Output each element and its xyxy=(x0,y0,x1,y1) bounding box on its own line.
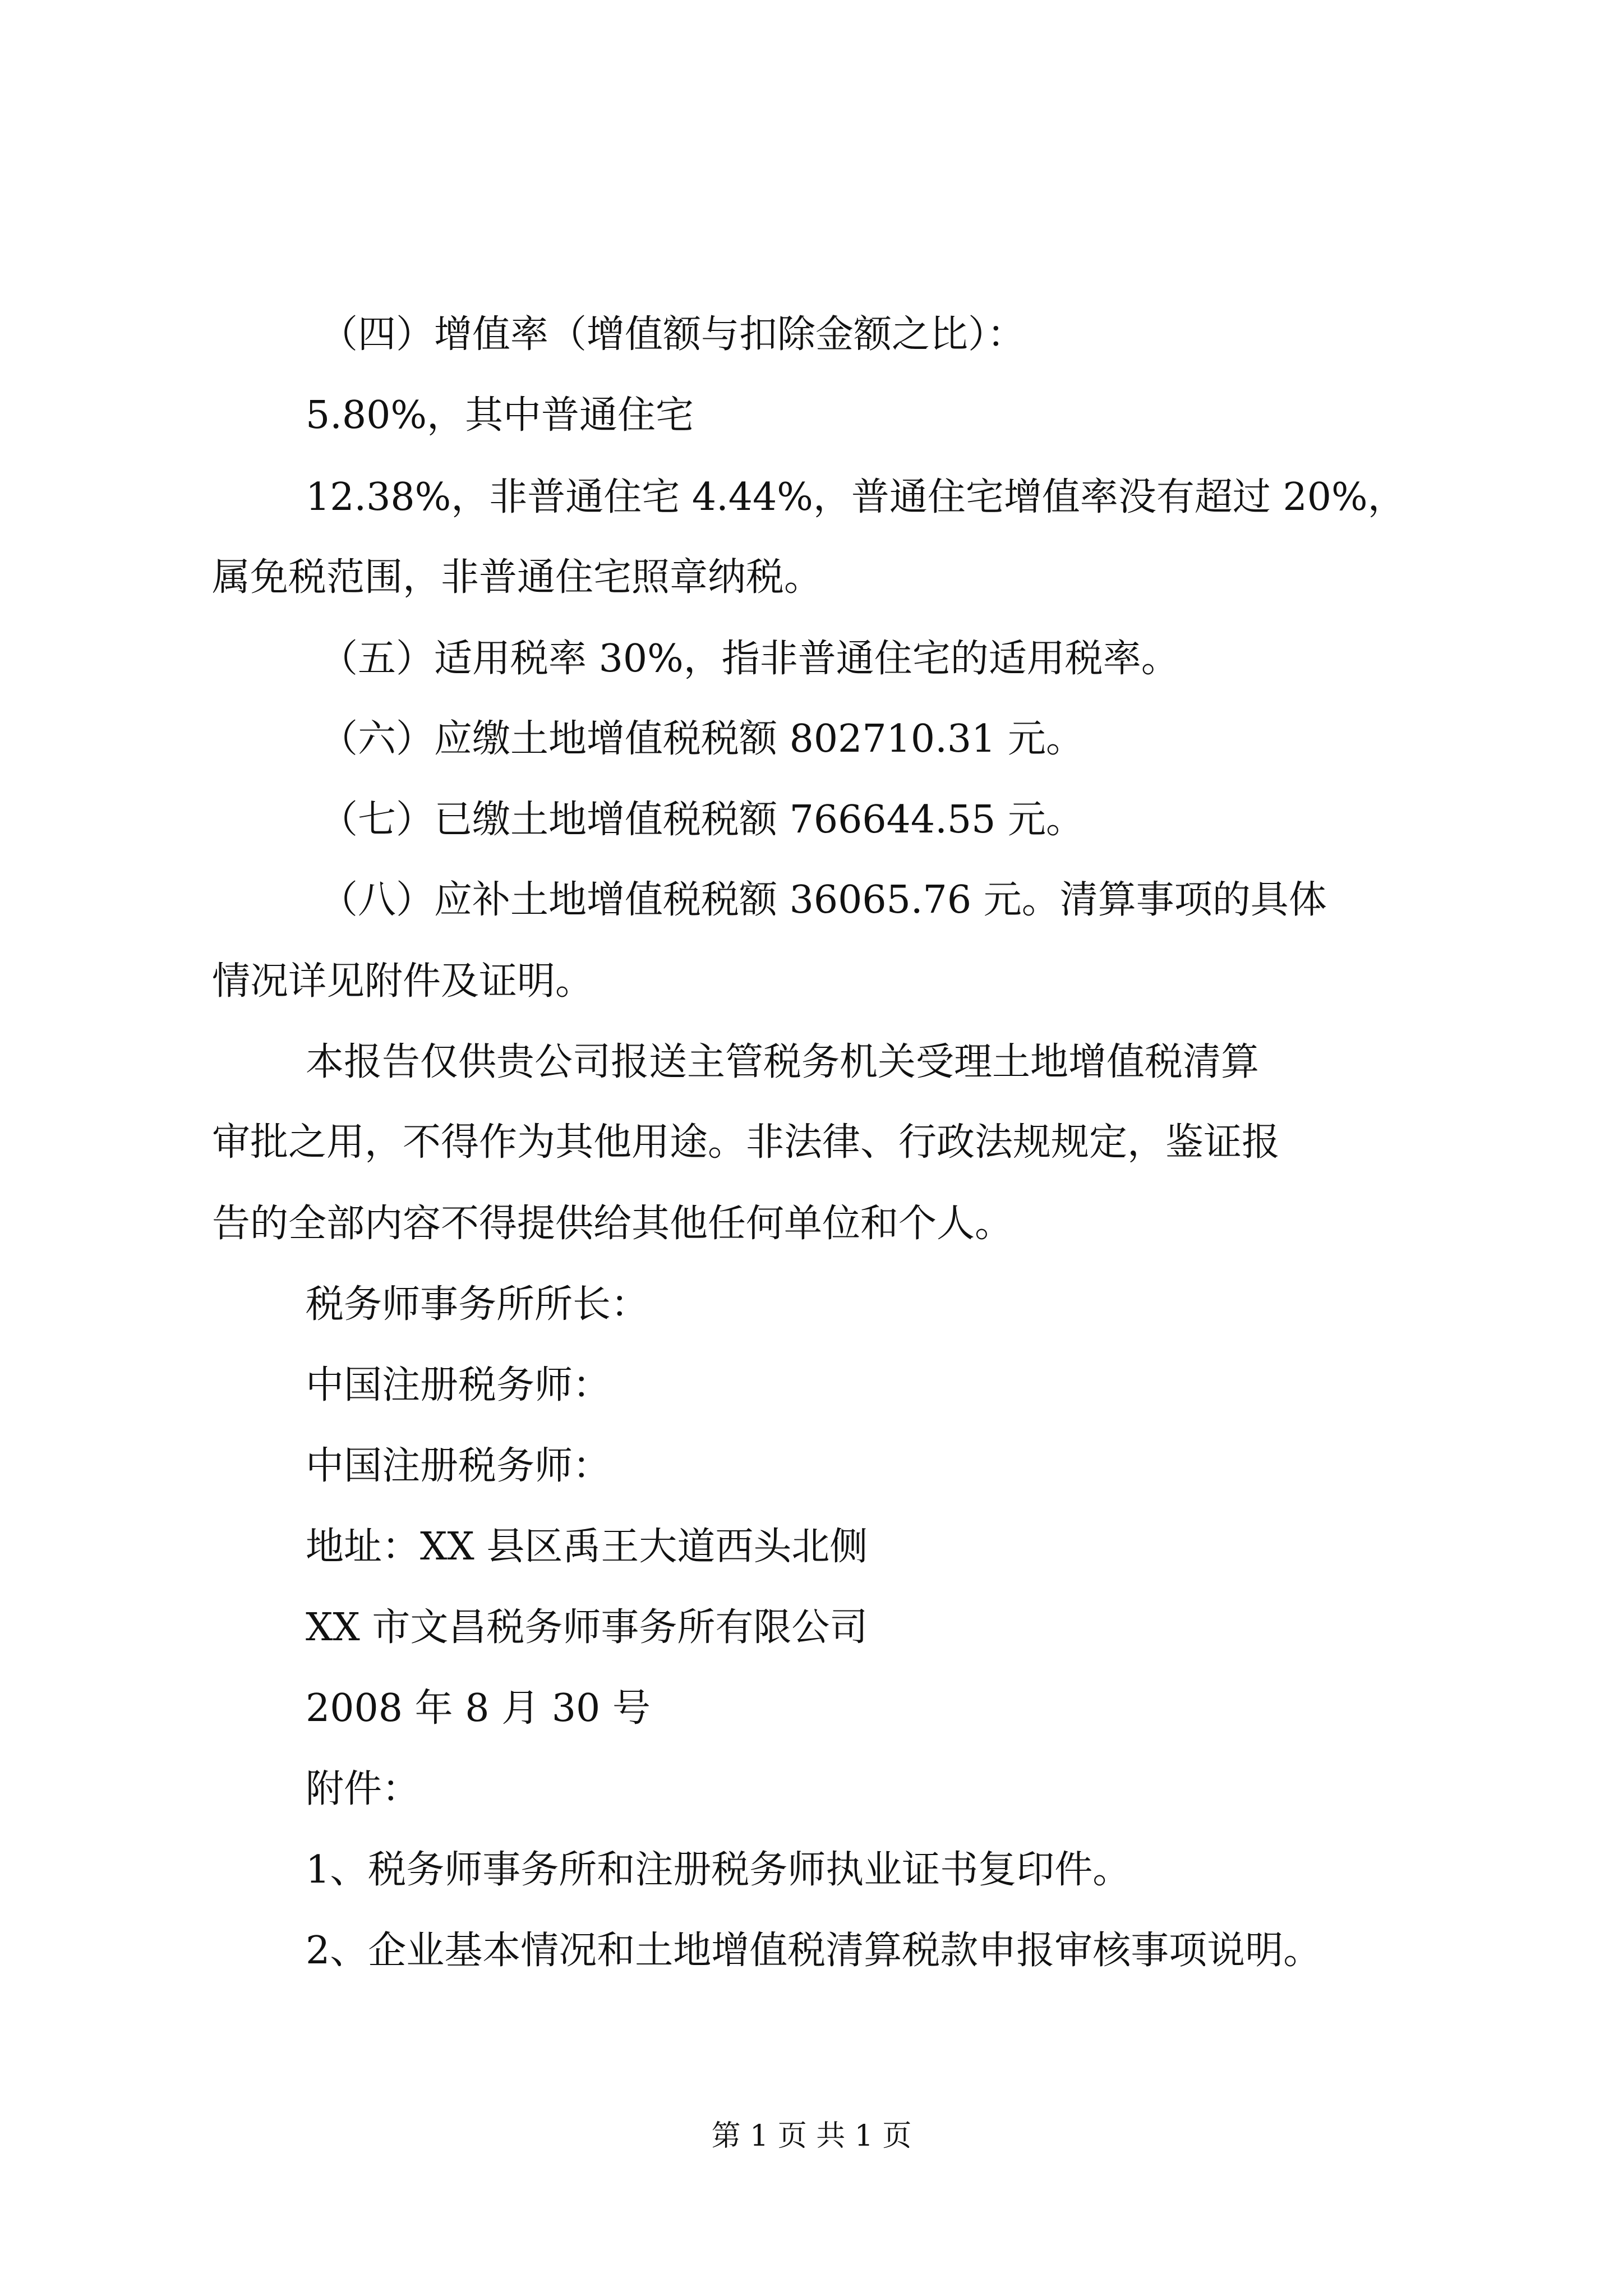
page-number-footer: 第 1 页 共 1 页 xyxy=(711,2119,912,2153)
paragraph-item-7: （七）已缴土地增值税税额 766644.55 元。 xyxy=(320,798,1084,842)
paragraph-line: 审批之用，不得作为其他用途。非法律、行政法规规定，鉴证报 xyxy=(212,1120,1280,1165)
report-date: 2008 年 8 月 30 号 xyxy=(306,1686,651,1731)
signature-cta-label: 中国注册税务师： xyxy=(306,1444,611,1488)
attachment-item: 1、税务师事务所和注册税务师执业证书复印件。 xyxy=(306,1848,1131,1892)
firm-name: XX 市文昌税务师事务所有限公司 xyxy=(306,1605,868,1650)
signature-director-label: 税务师事务所所长： xyxy=(306,1282,649,1327)
paragraph-report-usage: 本报告仅供贵公司报送主管税务机关受理土地增值税清算 xyxy=(306,1040,1260,1084)
firm-address: 地址：XX 县区禹王大道西头北侧 xyxy=(306,1525,868,1569)
paragraph-item-5: （五）适用税率 30%，指非普通住宅的适用税率。 xyxy=(320,637,1179,681)
paragraph-line: 告的全部内容不得提供给其他任何单位和个人。 xyxy=(212,1202,1013,1246)
paragraph-item-8: （八）应补土地增值税税额 36065.76 元。清算事项的具体 xyxy=(320,878,1327,922)
paragraph-line: 情况详见附件及证明。 xyxy=(212,959,594,1004)
attachments-heading: 附件： xyxy=(306,1767,421,1811)
paragraph-line: 属免税范围，非普通住宅照章纳税。 xyxy=(212,555,823,600)
signature-cta-label: 中国注册税务师： xyxy=(306,1363,611,1407)
paragraph-item-6: （六）应缴土地增值税税额 802710.31 元。 xyxy=(320,717,1084,761)
attachment-item: 2、企业基本情况和土地增值税清算税款申报审核事项说明。 xyxy=(306,1929,1322,1973)
paragraph-item-4-heading: （四）增值率（增值额与扣除金额之比）： xyxy=(320,312,1026,357)
paragraph-line: 5.80%，其中普通住宅 xyxy=(306,393,694,438)
paragraph-line: 12.38%，非普通住宅 4.44%，普通住宅增值率没有超过 20%， xyxy=(306,475,1406,519)
